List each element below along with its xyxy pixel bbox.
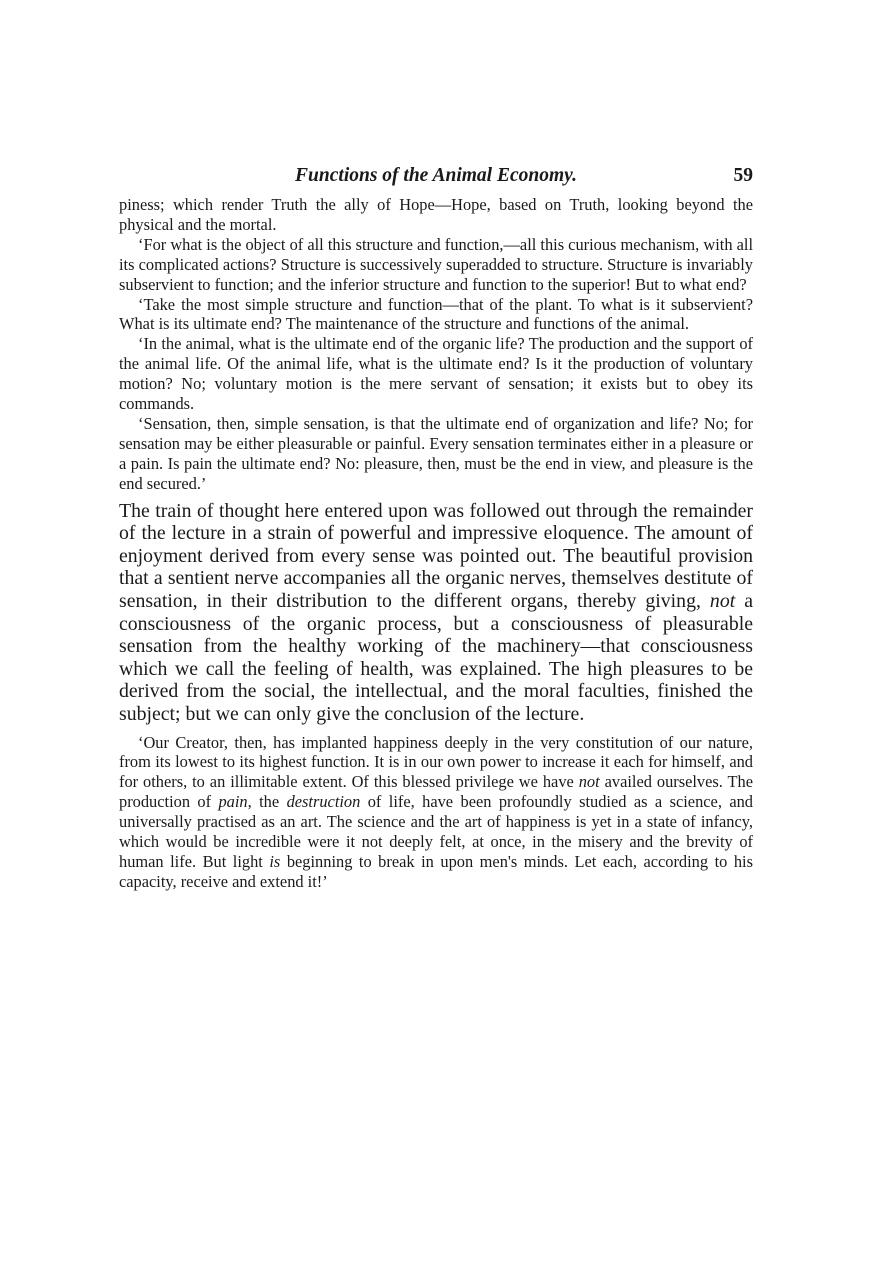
conclusion-text-part: availed ourselves. The production of xyxy=(119,772,753,812)
running-title: Functions of the Animal Economy. xyxy=(295,165,577,186)
conclusion-text-part: , the xyxy=(247,792,287,812)
conclusion-text-part: of life, have been profoundly studied as a science, and universally practised as an art. The science and the art of happiness is yet in a state of infancy, which would be incredible were it not deeply felt, at once, in the misery and the brevity of human life. But light xyxy=(119,792,753,871)
conclusion-emphasis: not xyxy=(578,772,600,792)
main-text-part: a consciousness of the organic process, but a consciousness of pleasurable sensation from the healthy working of the machinery—that consciousness which we call the feeling of health, was explained. The high pleasures to be derived from the social, the intellectual, and the moral faculties, finished the subject; but we can only give the conclusion of the lecture. xyxy=(119,589,753,725)
continued-paragraph: piness; which render Truth the ally of Hope—Hope, based on Truth, looking beyond the physical and the mortal. xyxy=(119,195,753,234)
quote-paragraph: ‘Sensation, then, simple sensation, is that the ultimate end of organization and life? No; for sensation may be either pleasurable or painful. Every sensation terminates either in a pleasure or a pain. Is pain the ultimate end? No: pleasure, then, must be the end in view, and pleasure is the end secured.’ xyxy=(119,413,753,493)
conclusion-emphasis: destruction xyxy=(286,792,361,812)
quote-paragraph: ‘For what is the object of all this structure and function,—all this curious mechanism, with all its complicated actions? Structure is successively superadded to structure. Structure is invariably subservient to function; and the inferior structure and function to the superior! But to what end? xyxy=(119,234,753,294)
main-emphasis: not xyxy=(709,589,736,612)
running-head xyxy=(119,165,753,193)
quote-paragraph: ‘Take the most simple structure and function—that of the plant. To what is it subservient? What is its ultimate end? The maintenance of the structure and functions of the animal. xyxy=(119,294,753,334)
conclusion-emphasis: pain xyxy=(218,792,248,812)
main-paragraph xyxy=(119,500,753,726)
conclusion-emphasis: is xyxy=(269,851,281,871)
conclusion-text-part: beginning to break in upon men's minds. Let each, according to his capacity, receive and extend it!’ xyxy=(119,851,753,891)
book-page xyxy=(119,165,753,892)
conclusion-text-part: ‘Our Creator, then, has implanted happiness deeply in the very constitution of our nature, from its lowest to its highest function. It is in our own power to increase it each for himself, and for others, to an illimitable extent. Of this blessed privilege we have xyxy=(119,732,753,792)
main-text-part: The train of thought here entered upon was followed out through the remainder of the lecture in a strain of powerful and impressive eloquence. The amount of enjoyment derived from every sense was pointed out. The beautiful provision that a sentient nerve accompanies all the organic nerves, themselves destitute of sensation, in their distribution to the different organs, thereby giving, xyxy=(119,499,753,612)
quote-paragraph: ‘In the animal, what is the ultimate end of the organic life? The production and the support of the animal life. Of the animal life, what is the ultimate end? Is it the production of voluntary motion? No; voluntary motion is the mere servant of sensation; it exists but to obey its commands. xyxy=(119,334,753,414)
page-number: 59 xyxy=(733,165,753,186)
quoted-passage-1 xyxy=(119,195,753,494)
quoted-passage-2 xyxy=(119,733,753,892)
conclusion-paragraph xyxy=(119,733,753,892)
